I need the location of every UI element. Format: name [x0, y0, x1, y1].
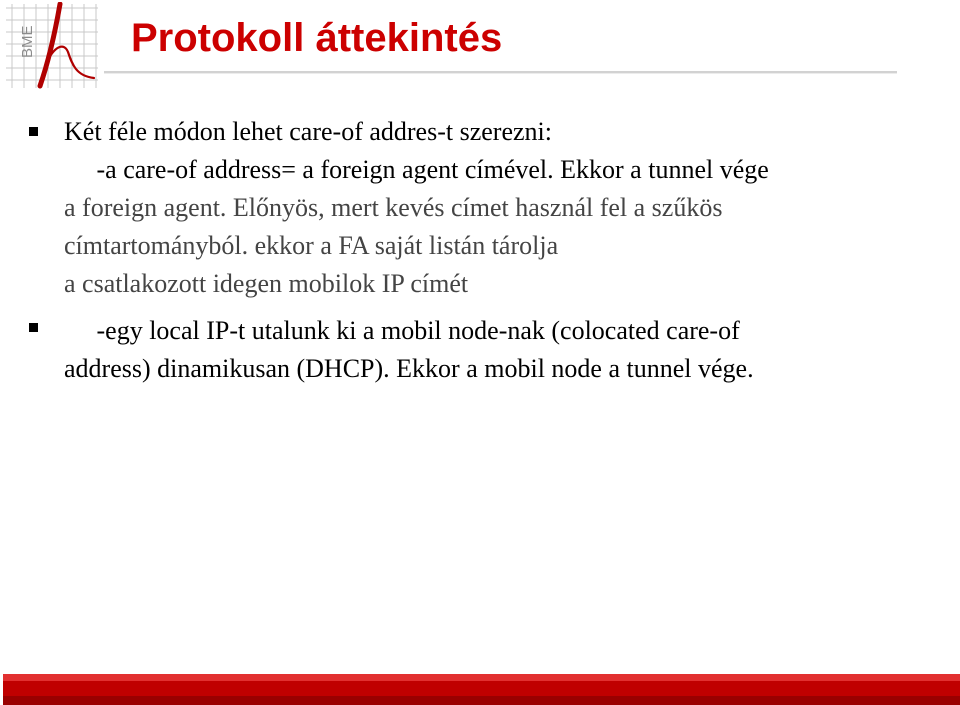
footer-bar-highlight: [3, 674, 960, 681]
bullet-item: [64, 312, 954, 388]
text-line: address) dinamikusan (DHCP). Ekkor a mobil node a tunnel vége.: [64, 354, 754, 383]
text-line: a foreign agent. Előnyös, mert kevés címet használ fel a szűkös: [64, 193, 723, 222]
footer-bar-shade: [3, 696, 960, 705]
text-line: -a care-of address= a foreign agent címével. Ekkor a tunnel vége: [64, 155, 769, 184]
text-line: címtartományból. ekkor a FA saját listán tárolja: [64, 231, 559, 260]
bullet-item: [64, 113, 954, 303]
text-line: Két féle módon lehet care-of addres-t szerezni:: [64, 117, 552, 146]
svg-text:BME: BME: [19, 25, 36, 58]
page-title: Protokoll áttekintés: [131, 16, 503, 60]
title-divider-shadow: [104, 73, 897, 74]
bme-logo-icon: [2, 2, 102, 90]
text-line: -egy local IP-t utalunk ki a mobil node-nak (colocated care-of: [64, 316, 740, 345]
bullet-icon: [29, 127, 38, 136]
bullet-icon: [29, 323, 38, 332]
text-line: a csatlakozott idegen mobilok IP címét: [64, 269, 469, 298]
